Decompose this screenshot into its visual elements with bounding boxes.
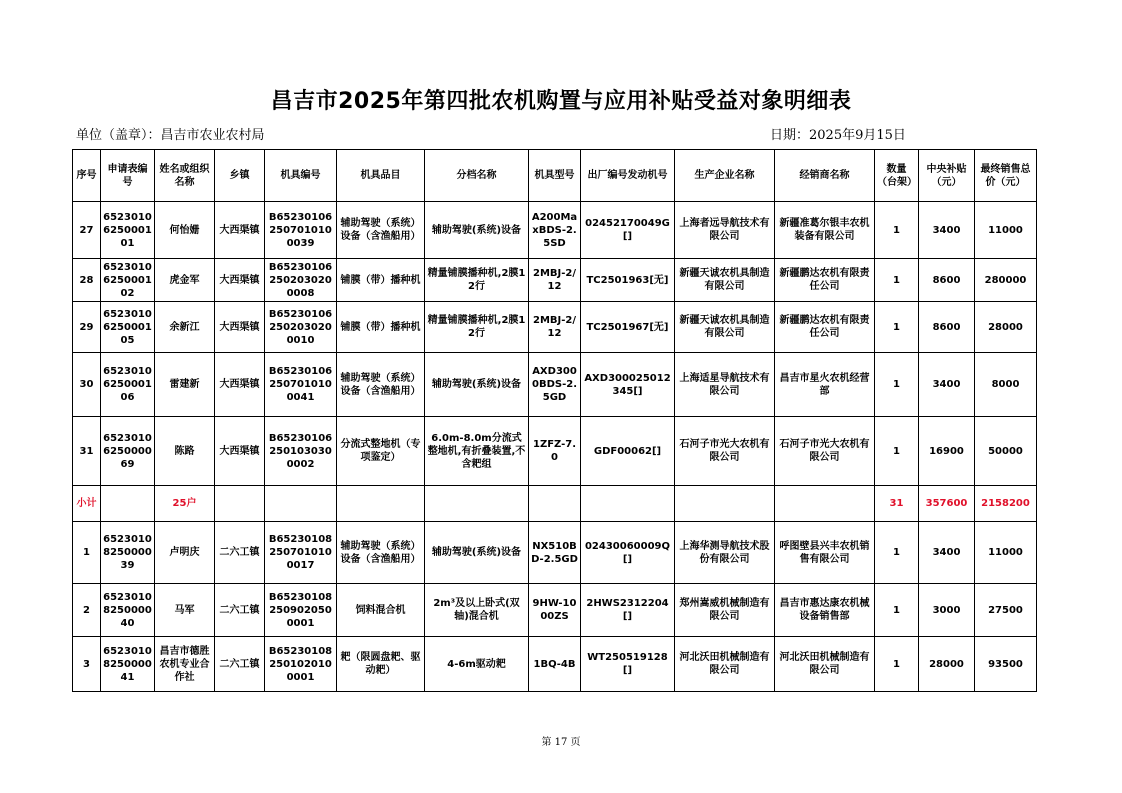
cell-app-no: 6523010825000039 (101, 522, 155, 584)
cell-seq: 2 (73, 584, 101, 637)
column-header: 机具品目 (337, 150, 425, 202)
cell-price: 11000 (975, 522, 1037, 584)
cell-grade: 精量铺膜播种机,2膜12行 (425, 302, 529, 353)
cell-maker: 上海适星导航技术有限公司 (675, 353, 775, 417)
column-header: 机具型号 (529, 150, 581, 202)
table-row (73, 302, 1037, 353)
cell-dealer: 新疆鹏达农机有限责任公司 (775, 259, 875, 302)
column-header: 中央补贴（元） (919, 150, 975, 202)
cell-price: 50000 (975, 417, 1037, 486)
cell-machine-no: B652301062507010100041 (265, 353, 337, 417)
cell-machine-no: B652301062502030200008 (265, 259, 337, 302)
cell-subsidy: 3400 (919, 353, 975, 417)
cell-qty: 1 (875, 584, 919, 637)
cell-maker: 上海者远导航技术有限公司 (675, 202, 775, 259)
cell-dealer: 昌吉市星火农机经营部 (775, 353, 875, 417)
column-header: 生产企业名称 (675, 150, 775, 202)
cell-seq: 31 (73, 417, 101, 486)
cell-machine-no: B652301062502030200010 (265, 302, 337, 353)
cell-model: 2MBJ-2/12 (529, 259, 581, 302)
cell-model: AXD3000BDS-2.5GD (529, 353, 581, 417)
cell-serial: AXD300025012345[] (581, 353, 675, 417)
cell-subsidy: 8600 (919, 259, 975, 302)
subsidy-table (72, 149, 1037, 692)
cell-item: 铺膜（带）播种机 (337, 302, 425, 353)
column-header: 申请表编号 (101, 150, 155, 202)
cell-price: 8000 (975, 353, 1037, 417)
cell-name: 余新江 (155, 302, 215, 353)
table-row (73, 202, 1037, 259)
subtotal-subsidy: 357600 (919, 486, 975, 522)
cell-seq: 28 (73, 259, 101, 302)
column-header: 最终销售总价（元） (975, 150, 1037, 202)
cell-maker: 河北沃田机械制造有限公司 (675, 637, 775, 692)
cell-name: 虎金军 (155, 259, 215, 302)
cell-model: A200MaxBDS-2.5SD (529, 202, 581, 259)
cell-app-no: 6523010625000102 (101, 259, 155, 302)
cell-seq: 1 (73, 522, 101, 584)
cell-town: 大西渠镇 (215, 259, 265, 302)
cell-name: 卢明庆 (155, 522, 215, 584)
cell-price: 27500 (975, 584, 1037, 637)
cell-serial: TC2501963[无] (581, 259, 675, 302)
cell-dealer: 河北沃田机械制造有限公司 (775, 637, 875, 692)
cell-item: 分流式整地机（专项鉴定） (337, 417, 425, 486)
cell-town: 二六工镇 (215, 522, 265, 584)
cell-price: 93500 (975, 637, 1037, 692)
cell-app-no: 6523010625000105 (101, 302, 155, 353)
date-label: 日期：2025年9月15日 (770, 128, 906, 143)
cell-item: 辅助驾驶（系统）设备（含渔船用） (337, 202, 425, 259)
cell-item: 耙（限圆盘耙、驱动耙） (337, 637, 425, 692)
cell-subsidy: 28000 (919, 637, 975, 692)
unit-label: 单位（盖章）：昌吉市农业农村局 (76, 128, 265, 143)
cell-subsidy: 3400 (919, 522, 975, 584)
cell-name: 何怡姗 (155, 202, 215, 259)
header-row (73, 150, 1037, 202)
cell-maker: 新疆天诚农机具制造有限公司 (675, 302, 775, 353)
cell-qty: 1 (875, 637, 919, 692)
cell-name: 昌吉市德胜农机专业合作社 (155, 637, 215, 692)
cell-item: 铺膜（带）播种机 (337, 259, 425, 302)
cell-serial: TC2501967[无] (581, 302, 675, 353)
cell-serial: 02430060009Q[] (581, 522, 675, 584)
cell-app-no: 6523010625000101 (101, 202, 155, 259)
column-header: 姓名或组织名称 (155, 150, 215, 202)
subtotal-price: 2158200 (975, 486, 1037, 522)
cell-grade: 辅助驾驶(系统)设备 (425, 522, 529, 584)
cell-model: 1BQ-4B (529, 637, 581, 692)
cell-item: 辅助驾驶（系统）设备（含渔船用） (337, 522, 425, 584)
cell-price: 28000 (975, 302, 1037, 353)
table-row (73, 353, 1037, 417)
cell-machine-no: B652301062501030300002 (265, 417, 337, 486)
cell-maker: 郑州嵩威机械制造有限公司 (675, 584, 775, 637)
cell-seq: 30 (73, 353, 101, 417)
cell-qty: 1 (875, 302, 919, 353)
cell-grade: 4-6m驱动耙 (425, 637, 529, 692)
cell-model: NX510BD-2.5GD (529, 522, 581, 584)
cell-item: 饲料混合机 (337, 584, 425, 637)
cell-app-no: 6523010825000041 (101, 637, 155, 692)
cell-price: 280000 (975, 259, 1037, 302)
cell-town: 大西渠镇 (215, 417, 265, 486)
table-row (73, 584, 1037, 637)
column-header: 出厂编号发动机号 (581, 150, 675, 202)
cell-grade: 6.0m-8.0m分流式整地机,有折叠装置,不含耙组 (425, 417, 529, 486)
cell-price: 11000 (975, 202, 1037, 259)
cell-dealer: 呼图壁县兴丰农机销售有限公司 (775, 522, 875, 584)
subtotal-label: 小计 (73, 486, 101, 522)
table-row (73, 417, 1037, 486)
cell-serial: WT250519128[] (581, 637, 675, 692)
column-header: 分档名称 (425, 150, 529, 202)
cell-serial: 2HWS2312204[] (581, 584, 675, 637)
cell-machine-no: B652301082501020100001 (265, 637, 337, 692)
cell-subsidy: 3400 (919, 202, 975, 259)
cell-app-no: 6523010825000040 (101, 584, 155, 637)
cell-app-no: 6523010625000069 (101, 417, 155, 486)
cell-town: 大西渠镇 (215, 353, 265, 417)
cell-qty: 1 (875, 202, 919, 259)
cell-dealer: 昌吉市惠达康农机械设备销售部 (775, 584, 875, 637)
cell-serial: GDF00062[] (581, 417, 675, 486)
cell-grade: 精量铺膜播种机,2膜12行 (425, 259, 529, 302)
cell-name: 马军 (155, 584, 215, 637)
table-row (73, 259, 1037, 302)
cell-name: 雷建新 (155, 353, 215, 417)
subtotal-row (73, 486, 1037, 522)
cell-qty: 1 (875, 259, 919, 302)
cell-dealer: 新疆鹏达农机有限责任公司 (775, 302, 875, 353)
cell-model: 1ZFZ-7.0 (529, 417, 581, 486)
table-row (73, 637, 1037, 692)
cell-machine-no: B652301062507010100039 (265, 202, 337, 259)
cell-model: 2MBJ-2/12 (529, 302, 581, 353)
cell-subsidy: 16900 (919, 417, 975, 486)
cell-seq: 27 (73, 202, 101, 259)
cell-dealer: 石河子市光大农机有限公司 (775, 417, 875, 486)
cell-grade: 辅助驾驶(系统)设备 (425, 202, 529, 259)
subtotal-households: 25户 (155, 486, 215, 522)
cell-qty: 1 (875, 522, 919, 584)
cell-grade: 辅助驾驶(系统)设备 (425, 353, 529, 417)
cell-maker: 石河子市光大农机有限公司 (675, 417, 775, 486)
page-title: 昌吉市2025年第四批农机购置与应用补贴受益对象明细表 (270, 89, 852, 114)
cell-model: 9HW-1000ZS (529, 584, 581, 637)
column-header: 序号 (73, 150, 101, 202)
column-header: 数量（台架） (875, 150, 919, 202)
subtotal-qty: 31 (875, 486, 919, 522)
cell-town: 大西渠镇 (215, 302, 265, 353)
cell-maker: 新疆天诚农机具制造有限公司 (675, 259, 775, 302)
cell-grade: 2m³及以上卧式(双轴)混合机 (425, 584, 529, 637)
cell-qty: 1 (875, 417, 919, 486)
cell-subsidy: 8600 (919, 302, 975, 353)
column-header: 经销商名称 (775, 150, 875, 202)
cell-dealer: 新疆准葛尔银丰农机装备有限公司 (775, 202, 875, 259)
cell-app-no: 6523010625000106 (101, 353, 155, 417)
cell-town: 二六工镇 (215, 584, 265, 637)
cell-subsidy: 3000 (919, 584, 975, 637)
cell-town: 大西渠镇 (215, 202, 265, 259)
cell-machine-no: B652301082507010100017 (265, 522, 337, 584)
column-header: 机具编号 (265, 150, 337, 202)
cell-maker: 上海华测导航技术股份有限公司 (675, 522, 775, 584)
cell-town: 二六工镇 (215, 637, 265, 692)
cell-seq: 29 (73, 302, 101, 353)
cell-seq: 3 (73, 637, 101, 692)
page-number: 第 17 页 (541, 737, 581, 748)
cell-machine-no: B652301082509020500001 (265, 584, 337, 637)
cell-name: 陈路 (155, 417, 215, 486)
table-row (73, 522, 1037, 584)
cell-qty: 1 (875, 353, 919, 417)
cell-item: 辅助驾驶（系统）设备（含渔船用） (337, 353, 425, 417)
cell-serial: 02452170049G[] (581, 202, 675, 259)
column-header: 乡镇 (215, 150, 265, 202)
